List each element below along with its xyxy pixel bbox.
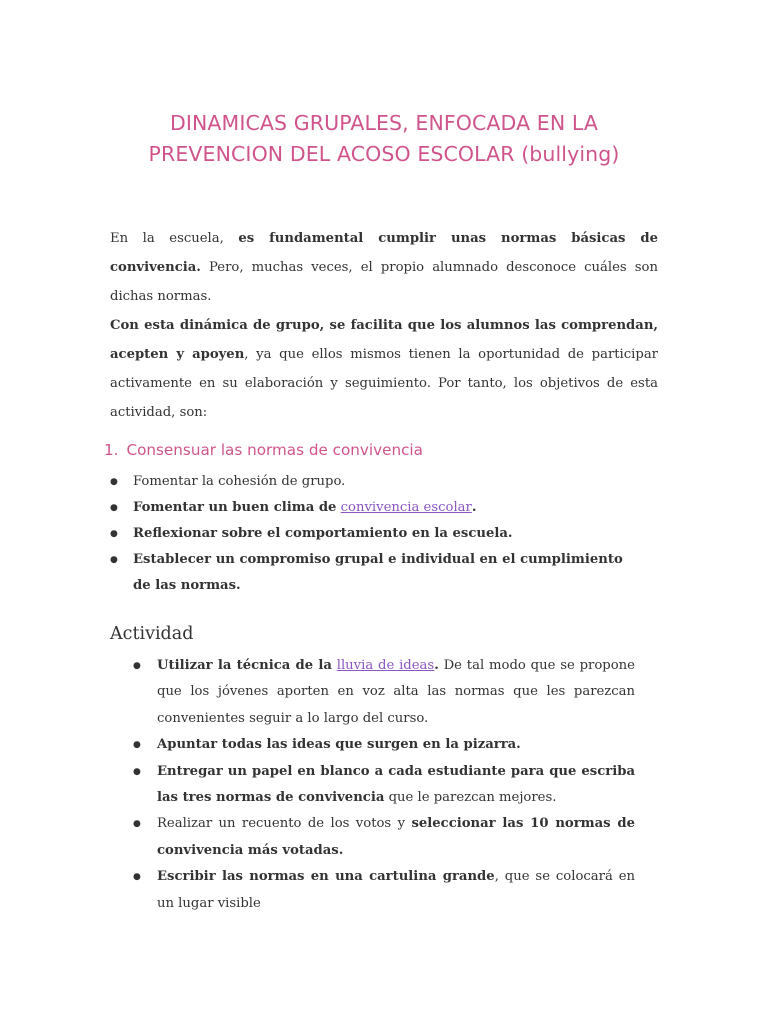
list-item-bold: Apuntar todas las ideas que surgen en la pizarra.	[157, 737, 521, 753]
intro-p1-end: Pero, muchas veces, el propio alumnado desconoce cuáles son dichas normas.	[110, 260, 658, 304]
bullet-icon: ●	[110, 477, 118, 487]
list-item-punct: .	[471, 500, 477, 515]
section-number: 1.	[104, 441, 119, 459]
intro-p1-start: En la escuela,	[110, 231, 224, 246]
list-item-text: que le parezcan mejores.	[384, 790, 557, 806]
title-line-1: DINAMICAS GRUPALES, ENFOCADA EN LA	[169, 111, 599, 135]
bullet-icon: ●	[133, 819, 141, 830]
list-item-text: De tal modo que se propone que los jóvenes aporten en voz alta las normas que les parezcan convenientes seguir a lo largo del curso.	[157, 658, 635, 726]
list-item-bold: Escribir las normas en una cartulina grande	[157, 869, 495, 885]
list-item-bold: Utilizar la técnica de la	[157, 658, 332, 673]
list-item-bold: Entregar un papel en blanco a cada estudiante para que escriba las tres normas de convivencia	[157, 763, 635, 806]
bullet-icon: ●	[133, 766, 141, 777]
intro-paragraph-2	[110, 311, 658, 427]
list-item-punct: .	[434, 658, 439, 673]
intro-p1-bold: es fundamental cumplir unas normas básicas de convivencia.	[110, 231, 658, 275]
list-item	[133, 759, 635, 812]
list-item	[110, 521, 636, 547]
list-item-bold: seleccionar las 10 normas de convivencia más votadas.	[157, 816, 635, 858]
list-item-text: Fomentar un buen clima de	[133, 500, 337, 515]
list-item	[110, 547, 636, 599]
title-line-2: PREVENCION DEL ACOSO ESCOLAR (bullying)	[148, 142, 620, 166]
intro-section	[110, 224, 658, 427]
lluvia-de-ideas-link[interactable]: lluvia de ideas	[336, 658, 435, 673]
section-title: Consensuar las normas de convivencia	[126, 441, 423, 459]
list-item-text: Realizar un recuento de los votos y	[157, 816, 406, 832]
bullet-icon: ●	[133, 661, 141, 671]
intro-paragraph-1	[110, 224, 658, 311]
list-item	[133, 864, 635, 917]
objectives-list	[110, 469, 636, 599]
section-heading-1	[104, 441, 423, 459]
bullet-icon: ●	[110, 555, 118, 565]
list-item-text: Fomentar la cohesión de grupo.	[133, 474, 346, 489]
list-item	[110, 495, 636, 521]
list-item	[133, 653, 635, 732]
bullet-icon: ●	[133, 872, 141, 883]
list-item	[133, 732, 635, 758]
list-item	[110, 469, 636, 495]
list-item-text: , que se colocará en un lugar visible	[157, 869, 636, 911]
list-item-text: Reflexionar sobre el comportamiento en la escuela.	[133, 526, 513, 541]
intro-p2-end: , ya que ellos mismos tienen la oportunidad de participar activamente en su elaboración y seguimiento. Por tanto, los objetivos de esta actividad, son:	[110, 347, 658, 420]
list-item-text: Establecer un compromiso grupal e individual en el cumplimiento de las normas.	[133, 552, 623, 593]
document-title	[0, 108, 768, 170]
convivencia-escolar-link[interactable]: convivencia escolar	[340, 500, 472, 515]
list-item	[133, 811, 635, 864]
actividad-heading: Actividad	[110, 624, 194, 644]
bullet-icon: ●	[133, 740, 141, 751]
actividad-list	[133, 653, 635, 917]
bullet-icon: ●	[110, 503, 118, 513]
intro-p2-bold: Con esta dinámica de grupo, se facilita que los alumnos las comprendan, acepten y apoyen	[110, 318, 658, 362]
bullet-icon: ●	[110, 529, 118, 539]
